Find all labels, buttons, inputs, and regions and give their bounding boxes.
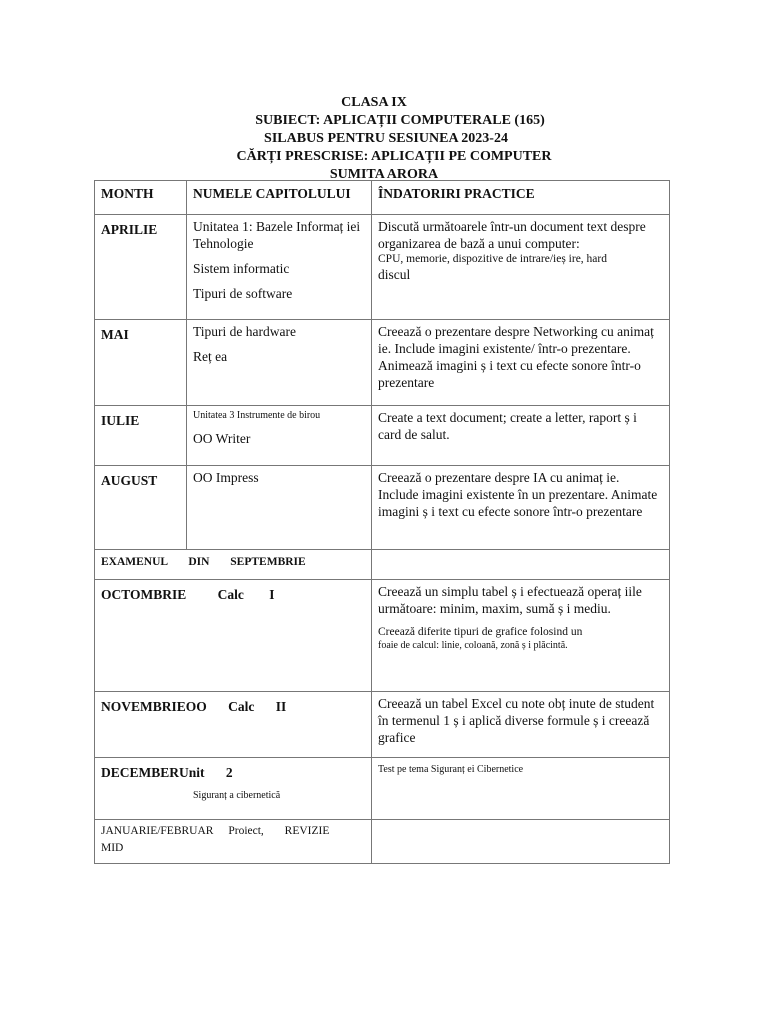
chapter-cell (187, 466, 372, 550)
table-row (95, 820, 670, 864)
task-cell (372, 820, 670, 864)
chapter-text: Unitatea 1: Bazele Informaț iei Tehnologie (193, 219, 361, 251)
month-label: OCTOMBRIE (101, 587, 187, 602)
table-row (95, 320, 670, 406)
chapter-label: Proiect, REVIZIE (228, 825, 330, 837)
task-text: Creează un simplu tabel ș i efectuează operaț iile următoare: minim, maxim, sumă ș i mediu. (378, 584, 642, 616)
chapter-label: Calc I (217, 587, 275, 602)
task-cell (372, 580, 670, 692)
month-chapter-cell (95, 820, 372, 864)
task-text: Create a text document; create a letter, raport ș i card de salut. (378, 410, 637, 442)
month-cell: APRILIE (95, 215, 187, 320)
table-row (95, 692, 670, 758)
task-text: Creează un tabel Excel cu note obț inute de student în termenul 1 ș i aplică diverse formule ș i creează grafice (378, 696, 655, 745)
task-cell (372, 466, 670, 550)
task-text: Creează o prezentare despre Networking cu animaț ie. Include imagini existente/ într-o prezentare. Animează imagini ș i text cu efecte sonore într-o prezentare (378, 324, 654, 390)
chapter-cell (187, 406, 372, 466)
table-row (95, 406, 670, 466)
author-title: SUMITA ARORA (329, 167, 439, 182)
chapter-label: OO Calc II (185, 699, 287, 714)
chapter-text: Tipuri de software (193, 286, 293, 301)
syllabus-title: SILABUS PENTRU SESIUNEA 2023-24 (264, 131, 508, 146)
chapter-text: OO Impress (193, 470, 259, 485)
task-cell (372, 406, 670, 466)
task-text: foaie de calcul: linie, coloană, zonă ș i plăcintă. (378, 640, 568, 651)
chapter-cell (187, 215, 372, 320)
chapter-text: Siguranț a cibernetică (193, 790, 281, 801)
chapter-cell (187, 320, 372, 406)
month-cell: IULIE (95, 406, 187, 466)
table-header-row (95, 181, 670, 215)
chapter-text: OO Writer (193, 431, 251, 446)
month-label: NOVEMBRIE (101, 699, 186, 714)
month-label: JANUARIE/FEBRUAR (101, 825, 214, 837)
table-row (95, 580, 670, 692)
prescribed-books-title: CĂRȚI PRESCRISE: APLICAȚII PE COMPUTER (236, 149, 552, 164)
table-row (95, 215, 670, 320)
task-text: CPU, memorie, dispozitive de intrare/ieș ire, hard (378, 253, 607, 265)
column-header-month: MONTH (95, 181, 187, 215)
column-header-tasks: ÎNDATORIRI PRACTICE (372, 181, 670, 215)
month-label-continued: MID (101, 842, 124, 854)
task-text: Discută următoarele într-un document text despre organizarea de bază a unui computer: (378, 219, 646, 251)
table-row (95, 758, 670, 820)
task-cell (372, 758, 670, 820)
column-header-chapter: NUMELE CAPITOLULUI (187, 181, 372, 215)
task-cell (372, 320, 670, 406)
month-cell: MAI (95, 320, 187, 406)
month-chapter-cell (95, 758, 372, 820)
exam-cell (95, 550, 372, 580)
chapter-text: Reț ea (193, 349, 228, 364)
table-row (95, 466, 670, 550)
syllabus-table (94, 180, 670, 864)
task-cell (372, 692, 670, 758)
task-text: Creează o prezentare despre IA cu animaț ie. Include imagini existente în un prezentare. Animate imagini ș i text cu efecte sonore într-o prezentare (378, 470, 658, 519)
table-row (95, 550, 670, 580)
task-text: discul (378, 267, 411, 282)
month-chapter-cell (95, 692, 372, 758)
task-cell (372, 215, 670, 320)
class-title: CLASA IX (341, 95, 407, 110)
month-chapter-cell (95, 580, 372, 692)
chapter-text: Unitatea 3 Instrumente de birou (193, 410, 321, 421)
chapter-text: Sistem informatic (193, 261, 290, 276)
task-text: Creează diferite tipuri de grafice folosind un (378, 626, 583, 638)
chapter-label: Unit 2 (179, 765, 233, 780)
exam-label: EXAMENUL DIN SEPTEMBRIE (101, 556, 306, 568)
subject-title: SUBIECT: APLICAȚII COMPUTERALE (165) (255, 113, 545, 128)
month-label: DECEMBER (101, 765, 180, 780)
chapter-text: Tipuri de hardware (193, 324, 296, 339)
task-text: Test pe tema Siguranț ei Cibernetice (378, 764, 524, 775)
task-cell (372, 550, 670, 580)
month-cell: AUGUST (95, 466, 187, 550)
